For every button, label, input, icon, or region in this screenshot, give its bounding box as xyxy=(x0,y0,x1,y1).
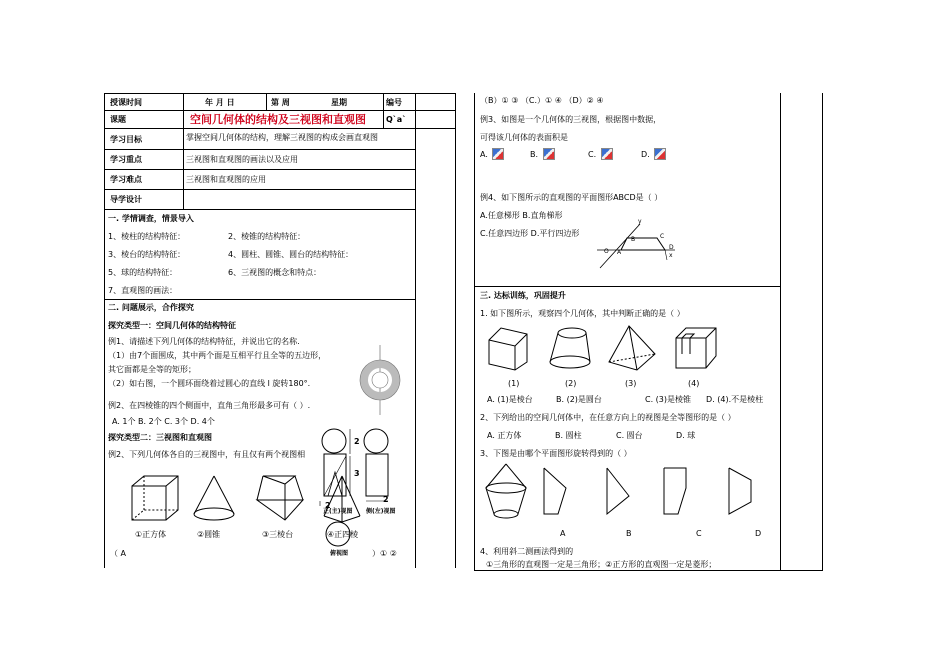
table-border-bottom xyxy=(474,570,822,571)
table-border-mid xyxy=(415,93,416,568)
shape-label: ②圆锥 xyxy=(197,530,221,539)
point-label: O xyxy=(604,248,609,255)
point-label: A xyxy=(617,249,622,256)
section1-title: 一. 学情调查，情景导入 xyxy=(108,214,194,223)
ex2-options: A. 1个 B. 2个 C. 3个 D. 4个 xyxy=(112,417,215,426)
difficulty-text: 三视图和直观图的应用 xyxy=(186,175,266,184)
notched-prism-figure xyxy=(672,324,722,372)
table-border-right xyxy=(455,93,456,568)
q3-label: C xyxy=(696,529,702,538)
dim-label: 3 xyxy=(354,469,360,478)
rotation-shape-d xyxy=(725,466,755,518)
table-border-right xyxy=(822,93,823,571)
tetra-figure xyxy=(607,324,657,372)
row-line xyxy=(104,209,415,210)
prism-figure xyxy=(487,326,532,371)
s1-item: 1、棱柱的结构特征： xyxy=(108,232,186,241)
ex4-opt-b: C.任意四边形 D.平行四边形 xyxy=(480,229,580,238)
q2-opt: D. 球 xyxy=(676,431,696,440)
ex2-text: 例2、在四棱锥的四个侧面中，直角三角形最多可有（ ）. xyxy=(108,401,311,410)
label-time: 授课时间 xyxy=(110,98,142,107)
ex4-text: 例4、如下图所示的直观图的平面图形ABCD是（ ） xyxy=(480,193,663,202)
ex2b-text: 例2、下列几何体各自的三视图中，有且仅有两个视图相 xyxy=(108,450,306,459)
frustum-cone-figure xyxy=(546,326,596,371)
ex3-opt: A. xyxy=(480,150,488,159)
q4-line1: ①三角形的直观图一定是三角形；②正方形的直观图一定是菱形； xyxy=(486,560,717,569)
formula-image-icon xyxy=(601,148,613,160)
point-label: D xyxy=(669,244,674,251)
col-line xyxy=(383,93,384,128)
q2-opt: B. 圆柱 xyxy=(555,431,582,440)
fig-num: (3) xyxy=(625,379,637,388)
q3-text: 3、下图是由哪个平面图形旋转得到的（ ） xyxy=(480,449,632,458)
s1-item: 2、棱锥的结构特征： xyxy=(228,232,306,241)
table-border-top xyxy=(104,93,455,94)
view-front-label: 正(主)视图 xyxy=(323,508,353,515)
table-border-left xyxy=(104,93,105,568)
type1-heading: 探究类型一：空间几何体的结构特征 xyxy=(108,321,236,330)
row-line xyxy=(104,128,455,129)
formula-image-icon xyxy=(654,148,666,160)
week-cell: 第 周 xyxy=(271,98,290,107)
q4-text: 4、利用斜二测画法得到的 xyxy=(480,547,574,556)
row-line xyxy=(104,169,415,170)
label-design: 导学设计 xyxy=(110,195,142,204)
q3-label: B xyxy=(626,529,632,538)
type2-heading: 探究类型二：三视图和直观图 xyxy=(108,433,212,442)
formula-image-icon xyxy=(543,148,555,160)
lesson-title: 空间几何体的结构及三视图和直观图 xyxy=(190,113,366,126)
shape-label: ①正方体 xyxy=(135,530,167,539)
cube-figure xyxy=(130,474,180,524)
axis-label: x xyxy=(669,252,673,259)
section2-title: 二. 问题展示，合作探究 xyxy=(108,303,194,312)
s1-item: 3、棱台的结构特征： xyxy=(108,250,186,259)
ex1-b: 其它面都是全等的矩形； xyxy=(108,365,196,374)
q1-opt: A. (1)是棱台 xyxy=(487,395,533,404)
key-text: 三视图和直观图的画法以及应用 xyxy=(186,155,298,164)
options-top: （B）① ③ （C.）① ④ （D）② ④ xyxy=(480,96,604,105)
q1-opt: D. (4).不是棱柱 xyxy=(706,395,764,404)
section3-title: 三. 达标训练，巩固提升 xyxy=(480,291,566,300)
torus-figure xyxy=(355,345,405,415)
fig-num: (4) xyxy=(688,379,700,388)
point-label: B xyxy=(631,236,636,243)
rotation-shape-a xyxy=(540,466,570,518)
view-top-label: 俯视图 xyxy=(330,550,349,557)
rotation-shape-b xyxy=(603,466,633,518)
q2-opt: A. 正方体 xyxy=(487,431,522,440)
pyramid-figure xyxy=(320,474,365,524)
col-line xyxy=(266,93,267,110)
ex4-opt-a: A.任意梯形 B.直角梯形 xyxy=(480,211,563,220)
formula-image-icon xyxy=(492,148,504,160)
label-topic: 课题 xyxy=(110,115,126,124)
ex3-opt: D. xyxy=(641,150,650,159)
row-line xyxy=(104,299,415,300)
answer-tail: ）① ② xyxy=(372,549,397,558)
q3-label: D xyxy=(755,529,762,538)
fig-num: (1) xyxy=(508,379,520,388)
cone-cup-figure xyxy=(482,462,532,522)
ex3-text2: 可得该几何体的表面积是 xyxy=(480,133,568,142)
ex1-c: （2）如右图，一个圆环面绕着过圆心的直线 l 旋转180°. xyxy=(108,379,311,388)
shape-label: ④正四棱 xyxy=(327,530,359,539)
view-side-label: 侧(左)视图 xyxy=(366,508,396,515)
cone-figure xyxy=(190,474,240,524)
row-line xyxy=(104,149,415,150)
row-line xyxy=(474,286,780,287)
goal-text: 掌握空间几何体的结构，理解三视图的构成会画直观图 xyxy=(186,133,378,142)
ex1-a: （1）由7个面围成，其中两个面是互相平行且全等的五边形， xyxy=(108,351,327,360)
frustum-figure xyxy=(255,474,305,524)
ex3-opt: C. xyxy=(588,150,597,159)
rotation-shape-c xyxy=(660,466,690,518)
date-cell: 年 月 日 xyxy=(205,98,235,107)
s1-item: 4、圆柱、圆锥、圆台的结构特征： xyxy=(228,250,354,259)
code-label: 编号 xyxy=(386,98,402,107)
trapezoid-figure xyxy=(595,220,680,270)
point-label: C xyxy=(660,233,665,240)
s1-item: 6、三视图的概念和特点： xyxy=(228,268,322,277)
label-goal: 学习目标 xyxy=(110,135,142,144)
q2-opt: C. 圆台 xyxy=(616,431,643,440)
col-line xyxy=(183,93,184,209)
axis-label: y xyxy=(638,218,642,225)
label-key: 学习重点 xyxy=(110,155,142,164)
fig-num: (2) xyxy=(565,379,577,388)
table-border-left xyxy=(474,93,475,571)
q1-opt: C. (3)是棱锥 xyxy=(645,395,692,404)
ex3-text: 例3、如图是一个几何体的三视图，根据图中数据， xyxy=(480,115,662,124)
q3-label: A xyxy=(560,529,566,538)
code-value: Q`a` xyxy=(386,115,407,124)
table-border-mid xyxy=(780,93,781,571)
label-difficulty: 学习难点 xyxy=(110,175,142,184)
ex3-opt: B. xyxy=(530,150,539,159)
weekday-cell: 星期 xyxy=(331,98,347,107)
answer-a: （ A xyxy=(110,549,127,558)
dim-label: 2 xyxy=(354,437,360,446)
s1-item: 7、直观图的画法： xyxy=(108,286,178,295)
ex1-text: 例1、请描述下列几何体的结构特征，并说出它的名称. xyxy=(108,337,300,346)
row-line xyxy=(104,189,415,190)
dim-label: 2 xyxy=(325,501,331,510)
q1-opt: B. (2)是圆台 xyxy=(556,395,602,404)
dim-label: 2 xyxy=(383,495,389,504)
shape-label: ③三棱台 xyxy=(262,530,294,539)
q2-text: 2、下列给出的空间几何体中，在任意方向上的视图是全等图形的是（ ） xyxy=(480,413,736,422)
q1-text: 1. 如下图所示，观察四个几何体，其中判断正确的是（ ） xyxy=(480,309,685,318)
s1-item: 5、球的结构特征： xyxy=(108,268,178,277)
